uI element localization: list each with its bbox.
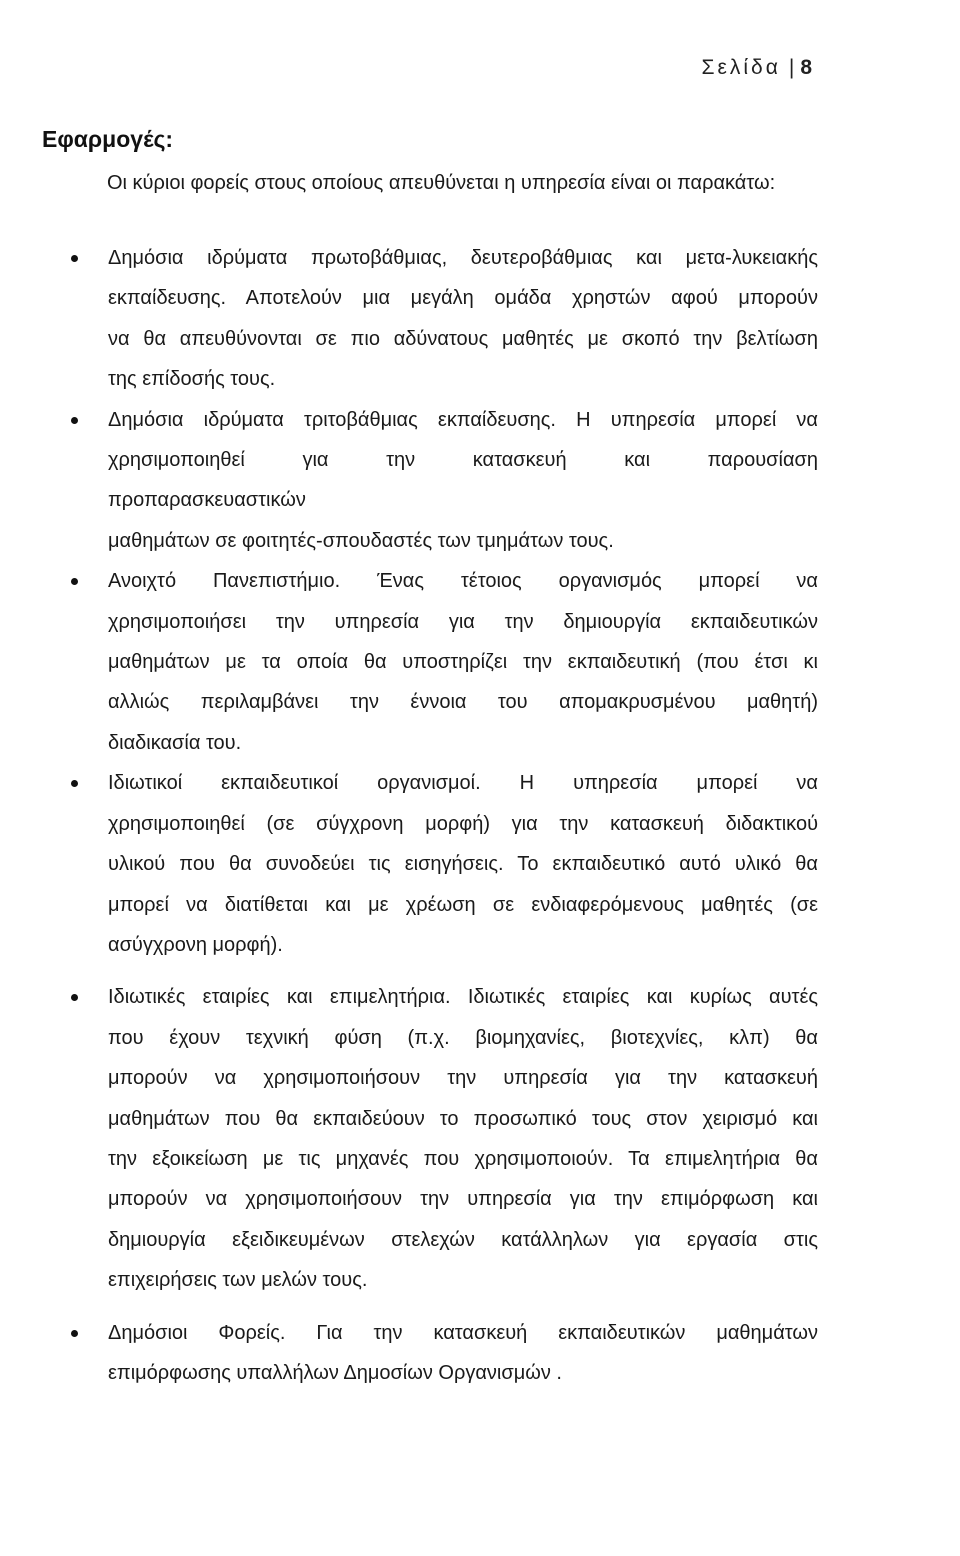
bullet-icon [71,578,78,585]
list-item-line: μπορεί να διατίθεται και με χρέωση σε ενδιαφερόμενους μαθητές (σε [108,893,818,916]
list-item [58,977,818,1300]
intro-paragraph: Οι κύριοι φορείς στους οποίους απευθύνεται η υπηρεσία είναι οι παρακάτω: [107,172,776,194]
bullet-icon [71,255,78,262]
list-item [58,400,818,562]
list-item-line: μαθημάτων που θα εκπαιδεύουν το προσωπικό τους στον χειρισμό και [108,1107,818,1130]
list-item-line: μπορούν να χρησιμοποιήσουν την υπηρεσία για την κατασκευή [108,1067,818,1090]
bullet-icon [71,417,78,424]
list-item-line: χρησιμοποιηθεί για την κατασκευή και παρουσίαση [108,449,818,472]
list-item-line: προπαρασκευαστικών [108,489,306,512]
list-item-line: μαθημάτων σε φοιτητές-σπουδαστές των τμημάτων τους. [108,529,614,552]
list-item-line: επιμόρφωσης υπαλλήλων Δημοσίων Οργανισμών . [108,1361,562,1384]
bullet-list [58,238,818,1393]
list-item-line: εκπαίδευσης. Αποτελούν μια μεγάλη ομάδα χρηστών αφού μπορούν [108,287,818,310]
list-item-line: χρησιμοποιήσει την υπηρεσία για την δημιουργία εκπαιδευτικών [108,610,818,633]
list-item-line: επιχειρήσεις των μελών τους. [108,1269,368,1292]
list-item-line: Ανοιχτό Πανεπιστήμιο. Ένας τέτοιος οργανισμός μπορεί να [108,570,818,593]
list-item-line: αλλιώς περιλαμβάνει την έννοια του απομακρυσμένου μαθητή) [108,691,818,714]
list-item-line: διαδικασία του. [108,731,242,754]
bullet-icon [71,780,78,787]
list-item-line: της επίδοσής τους. [108,368,276,391]
list-item-line: ασύγχρονη μορφή). [108,933,283,956]
list-item-line: την εξοικείωση με τις μηχανές που χρησιμοποιούν. Τα επιμελητήρια θα [108,1147,818,1170]
bullet-icon [71,994,78,1001]
list-item-line: υλικού που θα συνοδεύει τις εισηγήσεις. Το εκπαιδευτικό αυτό υλικό θα [108,853,818,876]
list-item [58,238,818,400]
list-item-line: Δημόσιοι Φορείς. Για την κατασκευή εκπαιδευτικών μαθημάτων [108,1321,818,1344]
section-heading: Εφαρμογές: [42,126,174,152]
list-item-line: Δημόσια ιδρύματα πρωτοβάθμιας, δευτεροβάθμιας και μετα-λυκειακής [108,247,818,269]
bullet-icon [71,1330,78,1337]
list-item [58,1313,818,1394]
list-item-line: μαθημάτων με τα οποία θα υποστηρίζει την εκπαιδευτική (που έτσι κι [108,651,818,674]
list-item-line: που έχουν τεχνική φύση (π.χ. βιομηχανίες, βιοτεχνίες, κλπ) θα [108,1026,818,1049]
list-item-line: μπορούν να χρησιμοποιήσουν την υπηρεσία για την επιμόρφωση και [108,1188,818,1211]
list-item-line: Δημόσια ιδρύματα τριτοβάθμιας εκπαίδευσης. Η υπηρεσία μπορεί να [108,408,818,431]
list-item-line: δημιουργία εξειδικευμένων στελεχών κατάλληλων για εργασία στις [108,1228,818,1251]
list-item-line: χρησιμοποιηθεί (σε σύγχρονη μορφή) για την κατασκευή διδακτικού [108,812,818,835]
list-item-line: Ιδιωτικές εταιρίες και επιμελητήρια. Ιδιωτικές εταιρίες και κυρίως αυτές [108,986,818,1009]
list-item-line: Ιδιωτικοί εκπαιδευτικοί οργανισμοί. Η υπηρεσία μπορεί να [108,772,818,795]
list-item-line: να θα απευθύνονται σε πιο αδύνατους μαθητές με σκοπό την βελτίωση [108,327,818,350]
page-number: 8 [800,56,812,79]
header-separator: | [788,56,795,79]
page-header [702,56,813,80]
list-item [58,561,818,763]
page-label: Σελίδα [701,56,781,79]
list-item [58,763,818,965]
